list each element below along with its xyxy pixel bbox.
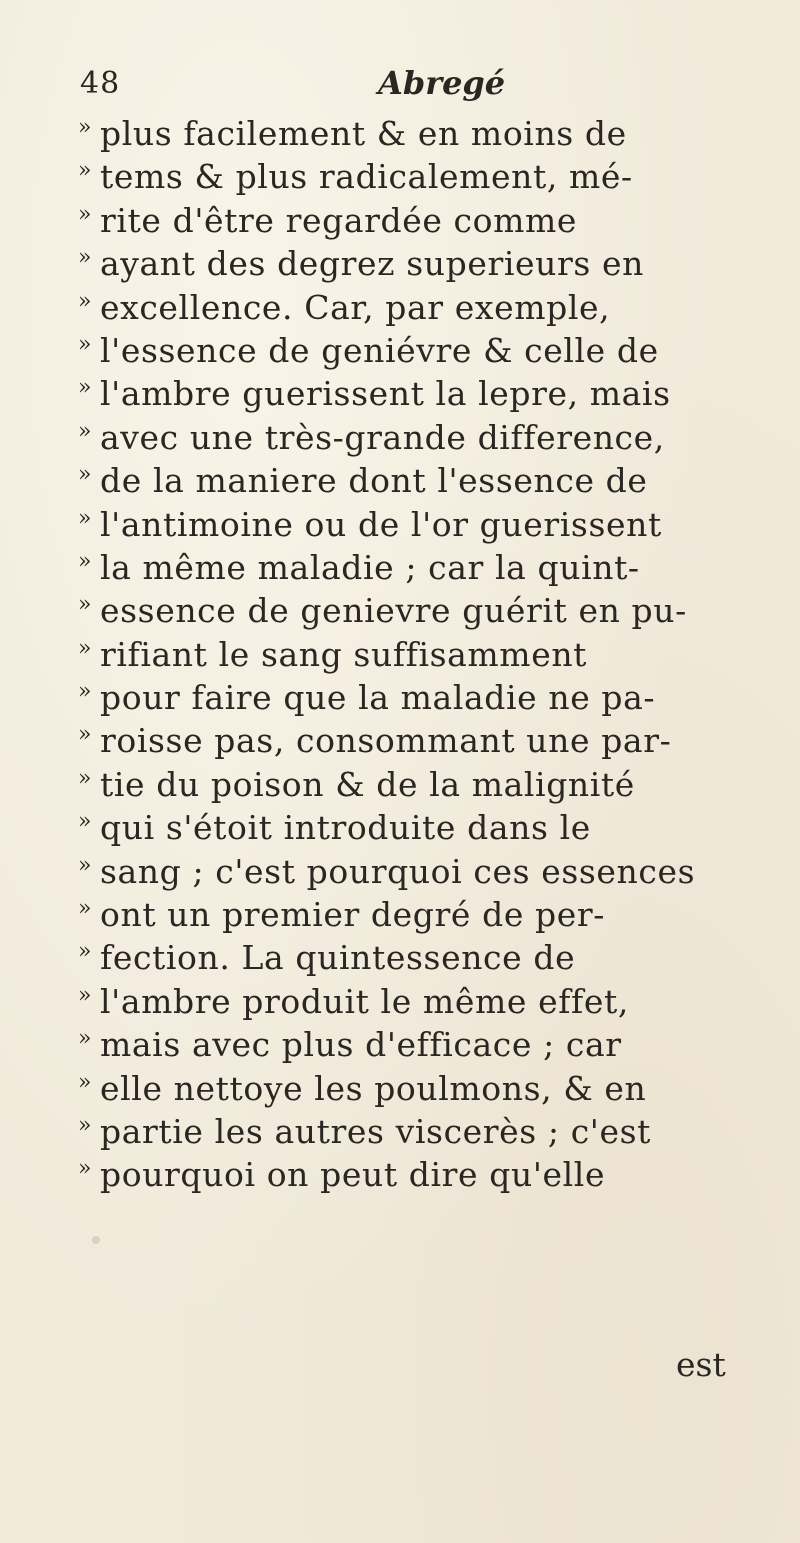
text-line [78, 676, 750, 719]
text-line [78, 1110, 750, 1153]
quotation-mark: » [78, 939, 93, 965]
running-head: Abregé [378, 64, 506, 102]
text-line [78, 372, 750, 415]
quotation-mark: » [78, 462, 93, 488]
catchword: est [676, 1345, 726, 1384]
line-text: plus facilement & en moins de [100, 114, 627, 153]
line-text: sang ; c'est pourquoi ces essences [100, 851, 696, 891]
line-text: l'essence de geniévre & celle de [100, 330, 659, 370]
line-text: elle nettoye les poulmons, & en [100, 1068, 647, 1108]
text-line [78, 329, 750, 372]
quotation-mark: » [78, 375, 93, 401]
line-text: tems & plus radicalement, mé- [100, 157, 633, 197]
quotation-mark: » [78, 635, 93, 661]
text-line [78, 980, 750, 1023]
quotation-mark: » [78, 679, 93, 705]
text-line [78, 936, 750, 979]
line-text: ayant des degrez superieurs en [100, 244, 644, 284]
quotation-mark: » [78, 722, 93, 748]
text-line [78, 503, 750, 546]
page-header [80, 62, 720, 110]
line-text: partie les autres viscerès ; c'est [100, 1111, 651, 1151]
quotation-mark: » [78, 809, 93, 835]
text-line [78, 199, 750, 242]
quotation-mark: » [78, 548, 93, 574]
quotation-mark: » [78, 896, 93, 922]
line-text: mais avec plus d'efficace ; car [100, 1025, 622, 1065]
paper-stain [92, 1236, 100, 1244]
line-text: excellence. Car, par exemple, [100, 287, 611, 327]
line-text: qui s'étoit introduite dans le [100, 808, 591, 848]
line-text: pour faire que la maladie ne pa- [100, 678, 656, 718]
text-line [78, 546, 750, 589]
text-line [78, 112, 750, 155]
quotation-mark: » [78, 1156, 93, 1182]
text-line [78, 416, 750, 459]
text-line [78, 806, 750, 849]
quotation-mark: » [78, 1069, 93, 1095]
quotation-mark: » [78, 331, 93, 357]
line-text: l'ambre produit le même effet, [100, 981, 629, 1021]
quotation-mark: » [78, 982, 93, 1008]
quotation-mark: » [78, 115, 93, 140]
quotation-mark: » [78, 592, 93, 618]
line-text: pourquoi on peut dire qu'elle [100, 1155, 606, 1195]
quotation-mark: » [78, 765, 93, 791]
text-line [78, 589, 750, 632]
quotation-mark: » [78, 418, 93, 444]
line-text: tie du poison & de la malignité [100, 764, 635, 804]
text-line [78, 286, 750, 329]
quotation-mark: » [78, 505, 93, 531]
line-text: fection. La quintessence de [100, 938, 576, 978]
line-text: l'ambre guerissent la lepre, mais [100, 374, 671, 414]
line-text: rifiant le sang suffisamment [100, 634, 588, 674]
text-line [78, 1067, 750, 1110]
quotation-mark: » [78, 158, 93, 184]
text-line [78, 155, 750, 198]
line-text: essence de genievre guérit en pu- [100, 591, 687, 631]
text-line [78, 850, 750, 893]
line-text: de la maniere dont l'essence de [100, 461, 648, 501]
text-line [78, 719, 750, 762]
line-text: roisse pas, consommant une par- [100, 721, 672, 761]
text-line [78, 893, 750, 936]
body-text [78, 112, 750, 1197]
quotation-mark: » [78, 245, 93, 271]
quotation-mark: » [78, 852, 93, 878]
line-text: la même maladie ; car la quint- [100, 547, 640, 587]
quotation-mark: » [78, 1112, 93, 1138]
quotation-mark: » [78, 1026, 93, 1052]
line-text: rite d'être regardée comme [100, 200, 578, 240]
text-line [78, 1023, 750, 1066]
line-text: avec une très-grande difference, [100, 417, 665, 457]
text-line [78, 1153, 750, 1196]
line-text: ont un premier degré de per- [100, 895, 606, 935]
page-number: 48 [80, 66, 121, 101]
line-text: l'antimoine ou de l'or guerissent [100, 504, 662, 544]
text-line [78, 459, 750, 502]
text-line [78, 763, 750, 806]
text-line [78, 633, 750, 676]
quotation-mark: » [78, 288, 93, 314]
quotation-mark: » [78, 201, 93, 227]
text-line [78, 242, 750, 285]
